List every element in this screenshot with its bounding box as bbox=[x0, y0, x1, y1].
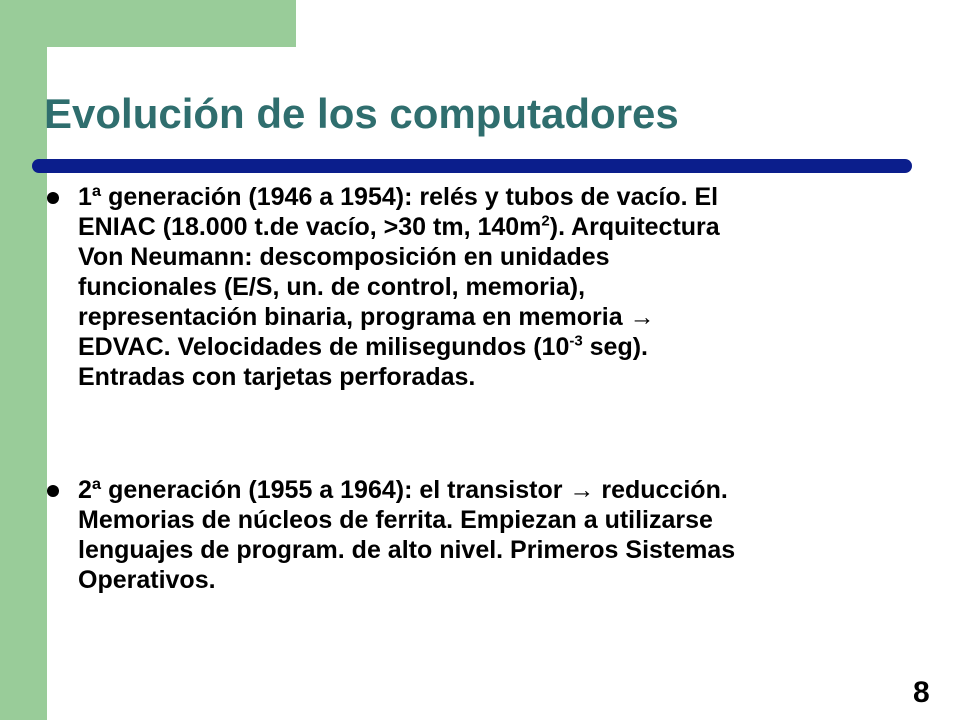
text-fragment: ENIAC (18.000 t.de vacío, >30 tm, 140m bbox=[78, 213, 542, 241]
superscript: 2 bbox=[541, 212, 550, 230]
slide-title: Evolución de los computadores bbox=[44, 90, 679, 137]
bullet-text-line bbox=[78, 212, 938, 242]
bullet-item-first-generation bbox=[78, 182, 938, 392]
decor-left-bar bbox=[0, 0, 47, 720]
bullet-dot-icon bbox=[47, 192, 59, 204]
bullet-text-line bbox=[78, 332, 938, 362]
text-fragment: 2ª generación (1955 a 1964): el transistor bbox=[78, 476, 570, 504]
bullet-dot-icon bbox=[47, 485, 59, 497]
bullet-text-line: Memorias de núcleos de ferrita. Empiezan a utilizarse bbox=[78, 506, 713, 534]
bullet-text-line: 1ª generación (1946 a 1954): relés y tubos de vacío. El bbox=[78, 183, 719, 211]
page-number: 8 bbox=[913, 676, 930, 709]
bullet-text-line: Entradas con tarjetas perforadas. bbox=[78, 363, 476, 391]
bullet-item-second-generation bbox=[78, 475, 938, 595]
text-fragment: reducción. bbox=[594, 476, 728, 504]
title-underline bbox=[32, 159, 912, 173]
text-fragment: ). Arquitectura bbox=[549, 213, 720, 241]
text-fragment: EDVAC. Velocidades de milisegundos (10 bbox=[78, 333, 570, 361]
right-arrow-icon: → bbox=[569, 476, 595, 504]
text-fragment: representación binaria, programa en memoria bbox=[78, 303, 630, 331]
right-arrow-icon: → bbox=[629, 303, 655, 331]
text-fragment: seg). bbox=[582, 333, 648, 361]
bullet-text-line: funcionales (E/S, un. de control, memoria), bbox=[78, 273, 586, 301]
bullet-text-line bbox=[78, 475, 938, 505]
bullet-text-line: Von Neumann: descomposición en unidades bbox=[78, 243, 610, 271]
bullet-text-line: lenguajes de program. de alto nivel. Primeros Sistemas bbox=[78, 536, 736, 564]
bullet-text-line bbox=[78, 302, 938, 332]
bullet-text-line: Operativos. bbox=[78, 566, 216, 594]
superscript: -3 bbox=[569, 332, 583, 350]
